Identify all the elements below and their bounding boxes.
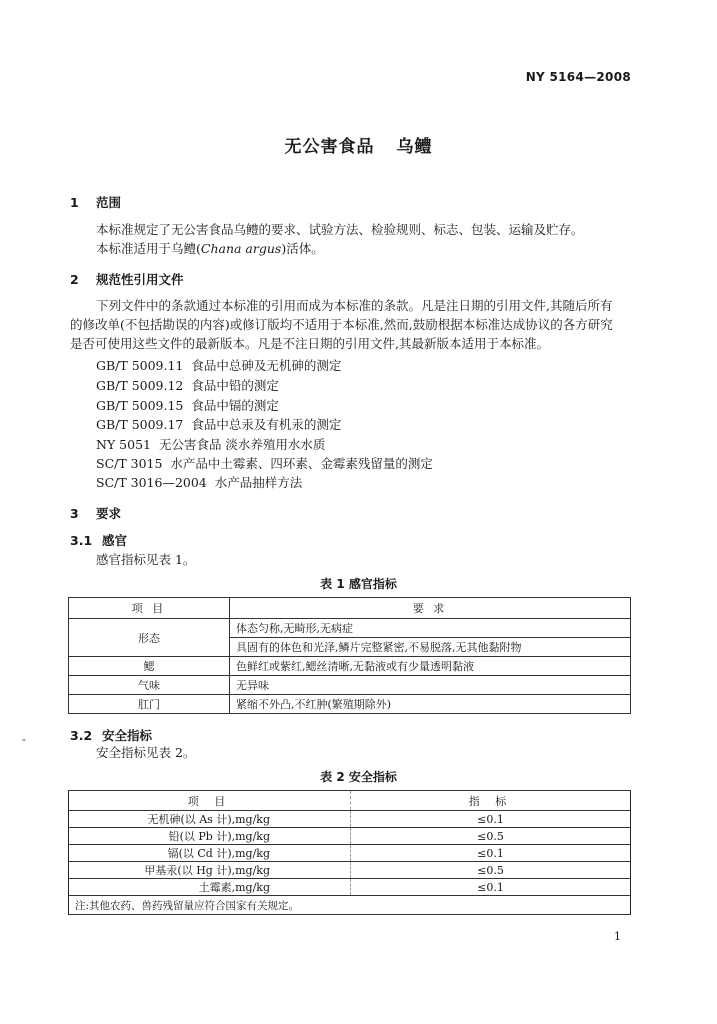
table-row [69, 828, 631, 845]
table-note-row [69, 896, 631, 915]
title-part2: 乌鳢 [396, 137, 433, 157]
table-cell-requirement: 紧缩不外凸,不红肿(繁殖期除外) [230, 695, 631, 714]
column-header: 项 目 [69, 598, 230, 619]
table-row [69, 862, 631, 879]
title-part1: 无公害食品 [284, 137, 375, 157]
table-cell-item: 无机砷(以 As 计),mg/kg [69, 811, 351, 828]
page-number: 1 [614, 930, 621, 943]
table-cell-item: 土霉素,mg/kg [69, 879, 351, 896]
table-row [69, 879, 631, 896]
table-cell-requirement: 色鲜红或紫红,鳃丝清晰,无黏液或有少量透明黏液 [230, 657, 631, 676]
table-row [69, 657, 631, 676]
section-3-2-heading: 3.2 安全指标 [70, 728, 153, 743]
table-cell-item: 镉(以 Cd 计),mg/kg [69, 845, 351, 862]
table-row [69, 845, 631, 862]
section-2-para-line-3: 是否可使用这些文件的最新版本。凡是不注日期的引用文件,其最新版本适用于本标准。 [70, 336, 549, 351]
section-2-para-line-1: 下列文件中的条款通过本标准的引用而成为本标准的条款。凡是注日期的引用文件,其随后所有 [96, 298, 613, 313]
reference-item: NY 5051 无公害食品 淡水养殖用水水质 [96, 437, 326, 452]
section-1-para-2: 本标准适用于乌鳢(Chana argus)活体。 [96, 241, 324, 256]
table-cell-item: 气味 [69, 676, 230, 695]
table-cell-requirement: 无异味 [230, 676, 631, 695]
table-cell-item: 甲基汞(以 Hg 计),mg/kg [69, 862, 351, 879]
table-cell-value: ≤0.5 [351, 828, 631, 845]
table-cell-value: ≤0.1 [351, 811, 631, 828]
table-note: 注:其他农药、兽药残留量应符合国家有关规定。 [69, 896, 631, 915]
section-1-para-1: 本标准规定了无公害食品乌鳢的要求、试验方法、检验规则、标志、包装、运输及贮存。 [96, 222, 584, 237]
section-1-heading: 1 范围 [70, 195, 122, 210]
standard-code: NY 5164—2008 [525, 70, 631, 84]
column-header: 指 标 [351, 791, 631, 811]
reference-item: GB/T 5009.11 食品中总砷及无机砷的测定 [96, 358, 342, 373]
document-title [0, 132, 717, 157]
table-row [69, 695, 631, 714]
table-cell-value: ≤0.1 [351, 845, 631, 862]
table-row [69, 676, 631, 695]
latin-name: Chana argus [200, 241, 282, 256]
table-cell-requirement: 具固有的体色和光泽,鳞片完整紧密,不易脱落,无其他黏附物 [230, 638, 631, 657]
reference-item: SC/T 3015 水产品中土霉素、四环素、金霉素残留量的测定 [96, 456, 433, 471]
column-header: 项 目 [69, 791, 351, 811]
table-2-caption: 表 2 安全指标 [320, 770, 397, 784]
table-cell-item: 鳃 [69, 657, 230, 676]
table-row [69, 619, 631, 638]
table-cell-item: 形态 [69, 619, 230, 657]
reference-item: GB/T 5009.15 食品中镉的测定 [96, 398, 279, 413]
reference-item: SC/T 3016—2004 水产品抽样方法 [96, 475, 303, 490]
section-3-1-text: 感官指标见表 1。 [96, 552, 196, 567]
margin-mark: - [22, 733, 26, 746]
table-row [69, 811, 631, 828]
section-3-2-text: 安全指标见表 2。 [96, 745, 196, 760]
table-1-caption: 表 1 感官指标 [320, 577, 397, 591]
table-cell-value: ≤0.5 [351, 862, 631, 879]
table-1 [68, 597, 631, 714]
table-header-row [69, 791, 631, 811]
reference-item: GB/T 5009.12 食品中铅的测定 [96, 378, 279, 393]
section-2-para-line-2: 的修改单(不包括勘误的内容)或修订版均不适用于本标准,然而,鼓励根据本标准达成协议的各方研究 [70, 317, 613, 332]
table-2 [68, 790, 631, 915]
table-cell-item: 铅(以 Pb 计),mg/kg [69, 828, 351, 845]
section-3-1-heading: 3.1 感官 [70, 533, 128, 548]
table-cell-requirement: 体态匀称,无畸形,无病症 [230, 619, 631, 638]
section-2-heading: 2 规范性引用文件 [70, 272, 184, 287]
table-cell-value: ≤0.1 [351, 879, 631, 896]
reference-item: GB/T 5009.17 食品中总汞及有机汞的测定 [96, 417, 342, 432]
table-cell-item: 肛门 [69, 695, 230, 714]
table-header-row [69, 598, 631, 619]
section-3-heading: 3 要求 [70, 506, 122, 521]
column-header: 要 求 [230, 598, 631, 619]
